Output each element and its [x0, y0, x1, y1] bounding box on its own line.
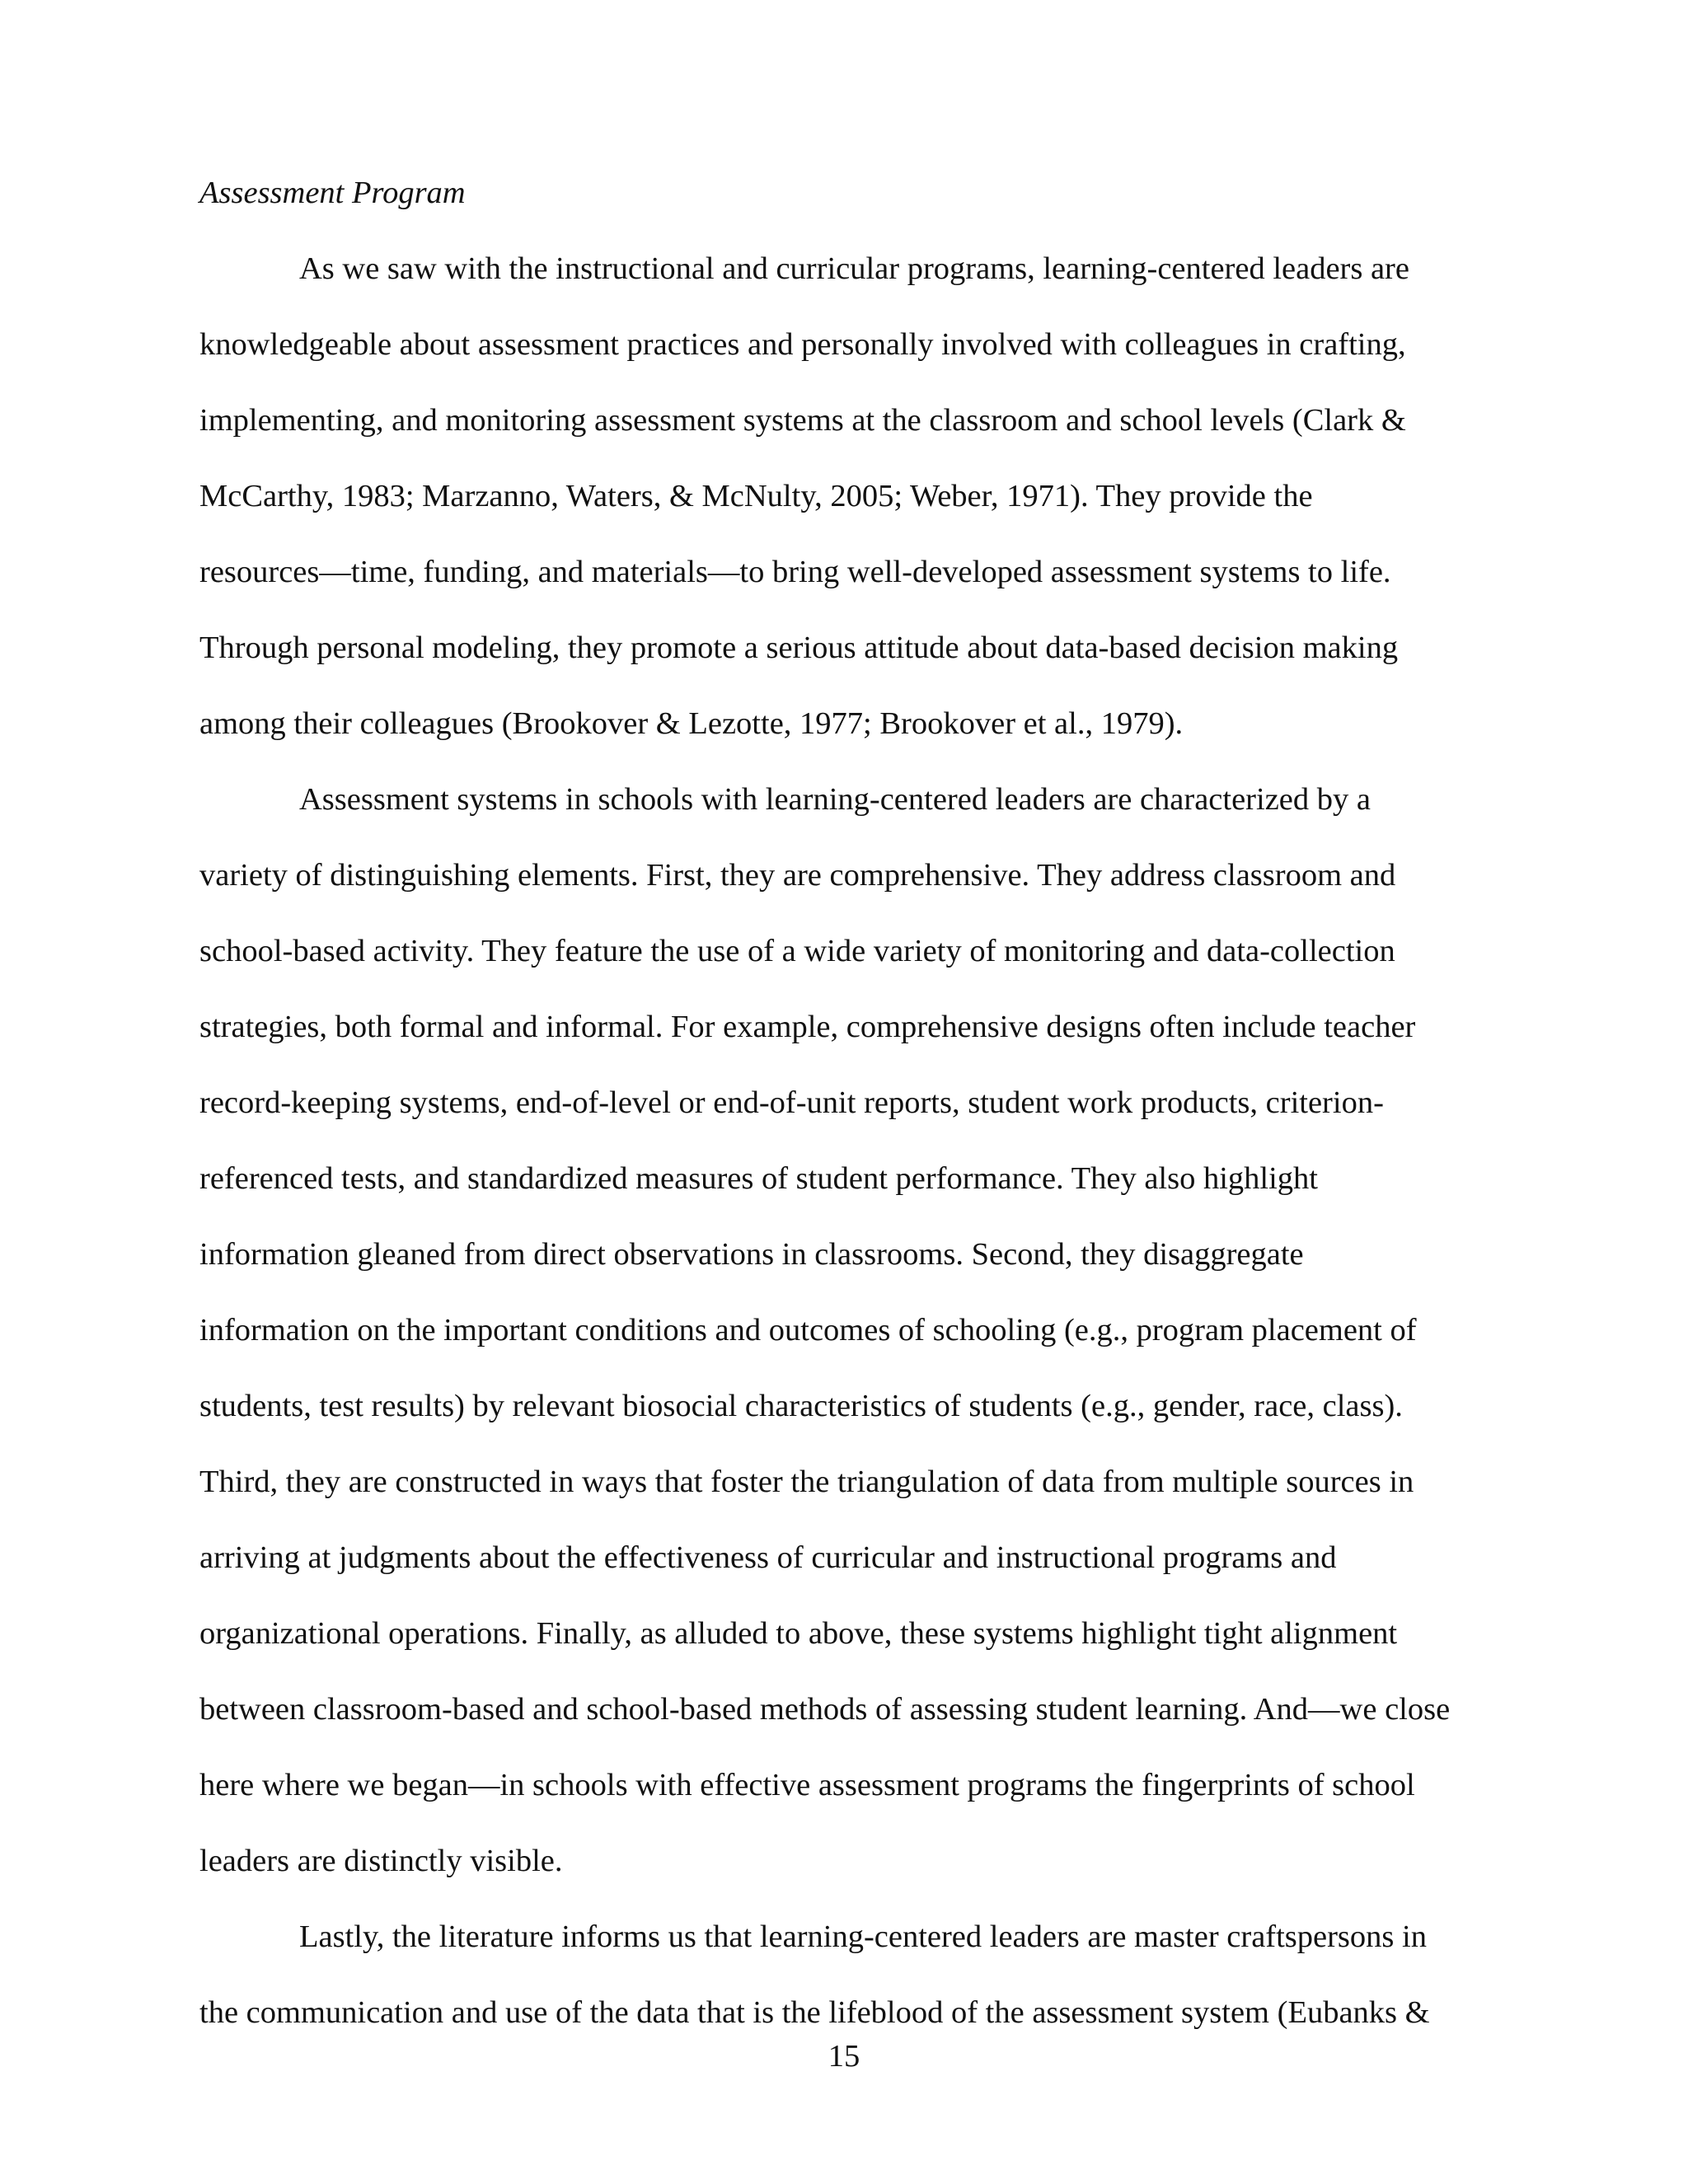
paragraph-line: here where we began—in schools with effective assessment programs the fingerprints of school	[199, 1768, 1415, 1802]
paragraph-line: resources—time, funding, and materials—to bring well-developed assessment systems to life.	[199, 555, 1391, 589]
paragraph-line: the communication and use of the data that is the lifeblood of the assessment system (Eubanks &	[199, 1995, 1430, 2030]
paragraph-line: school-based activity. They feature the use of a wide variety of monitoring and data-collection	[199, 934, 1395, 968]
paragraph-2	[199, 762, 1502, 1899]
paragraph-line: variety of distinguishing elements. First, they are comprehensive. They address classroom and	[199, 858, 1396, 893]
body-text	[199, 155, 1502, 2050]
paragraph-line: Assessment systems in schools with learning-centered leaders are characterized by a	[299, 782, 1371, 817]
paragraph-line: McCarthy, 1983; Marzanno, Waters, & McNulty, 2005; Weber, 1971). They provide the	[199, 479, 1313, 513]
paragraph-line: between classroom-based and school-based methods of assessing student learning. And—we close	[199, 1692, 1451, 1727]
paragraph-line: information gleaned from direct observations in classrooms. Second, they disaggregate	[199, 1237, 1304, 1272]
paragraph-line: among their colleagues (Brookover & Lezotte, 1977; Brookover et al., 1979).	[199, 706, 1184, 741]
paragraph-1	[199, 231, 1502, 762]
paragraph-line: leaders are distinctly visible.	[199, 1844, 563, 1878]
page-number: 15	[828, 2039, 860, 2074]
paragraph-line: information on the important conditions and outcomes of schooling (e.g., program placement of	[199, 1313, 1417, 1347]
paragraph-3	[199, 1899, 1502, 2050]
paragraph-line: arriving at judgments about the effectiveness of curricular and instructional programs and	[199, 1540, 1337, 1575]
paragraph-line: organizational operations. Finally, as alluded to above, these systems highlight tight alignment	[199, 1616, 1398, 1651]
paragraph-line: Through personal modeling, they promote a serious attitude about data-based decision making	[199, 630, 1399, 665]
paragraph-line: As we saw with the instructional and curricular programs, learning-centered leaders are	[299, 251, 1409, 286]
paragraph-line: strategies, both formal and informal. For example, comprehensive designs often include teacher	[199, 1010, 1416, 1044]
paragraph-line: implementing, and monitoring assessment systems at the classroom and school levels (Clark &	[199, 403, 1406, 438]
paragraph-line: students, test results) by relevant biosocial characteristics of students (e.g., gender, race, class).	[199, 1389, 1403, 1423]
paragraph-line: Lastly, the literature informs us that learning-centered leaders are master craftspersons in	[299, 1919, 1427, 1954]
section-heading: Assessment Program	[199, 176, 466, 210]
paragraph-line: Third, they are constructed in ways that foster the triangulation of data from multiple sources in	[199, 1465, 1414, 1499]
paragraph-line: record-keeping systems, end-of-level or end-of-unit reports, student work products, criterion-	[199, 1085, 1384, 1120]
paragraph-line: referenced tests, and standardized measures of student performance. They also highlight	[199, 1161, 1318, 1196]
paragraph-line: knowledgeable about assessment practices and personally involved with colleagues in crafting,	[199, 327, 1406, 362]
